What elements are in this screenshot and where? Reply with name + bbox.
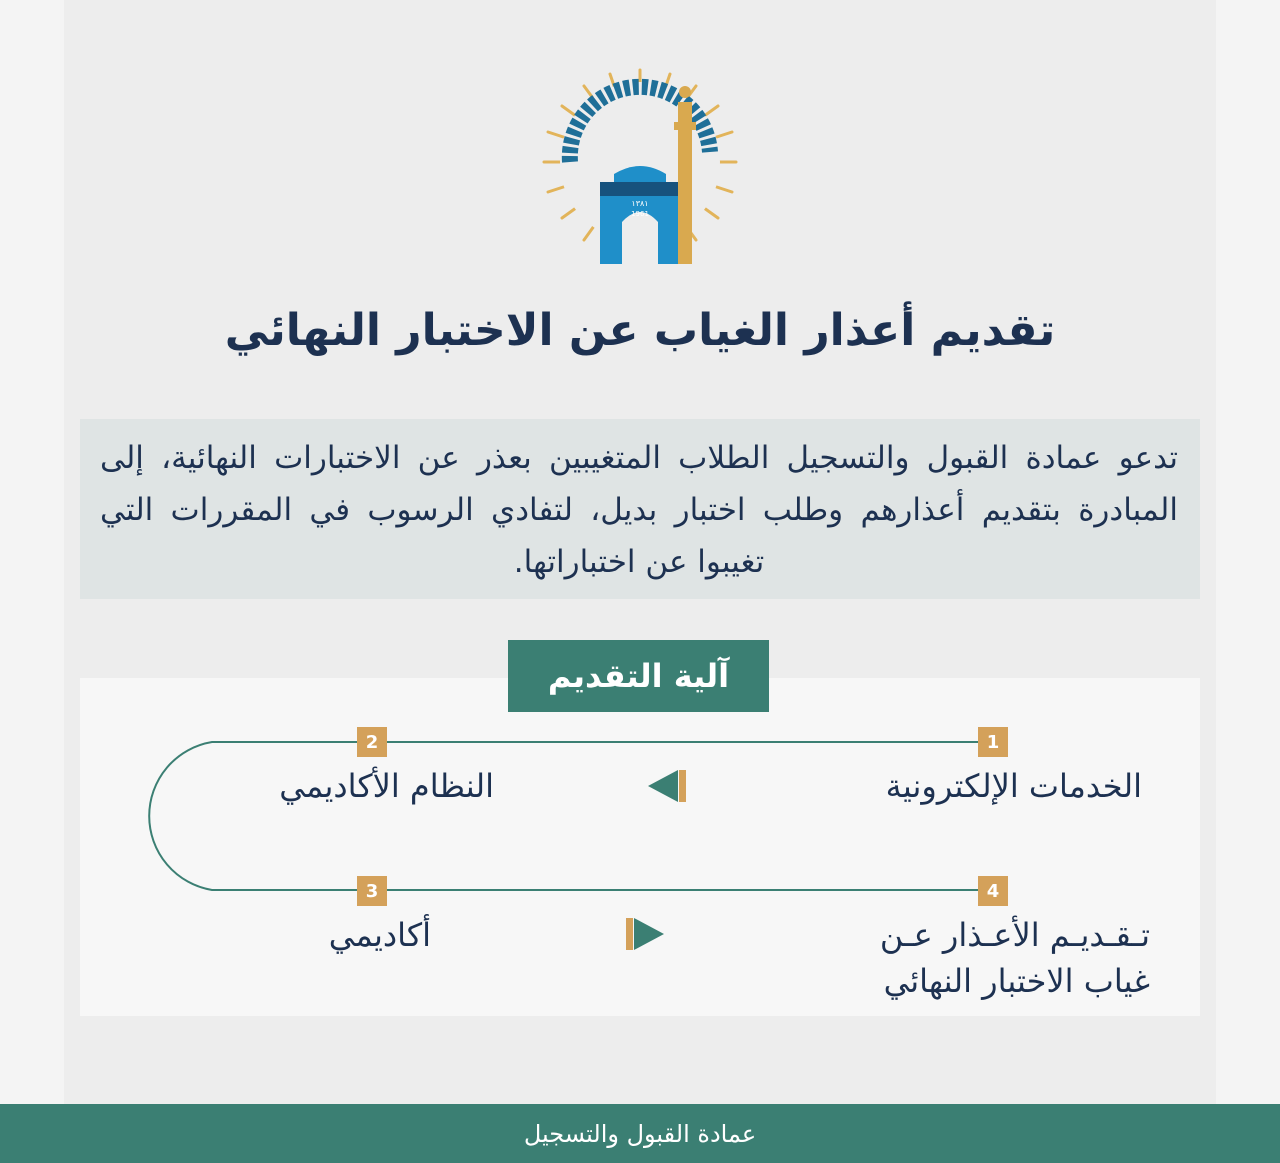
logo-year-gregorian: 1961	[631, 210, 649, 218]
step-4-label-line2: غياب الاختبار النهائي	[883, 962, 1150, 1000]
arrow-left-icon	[648, 770, 686, 802]
logo-year-hijri: ١٣٨١	[631, 199, 649, 208]
step-4-badge: 4	[978, 876, 1008, 906]
page-title: تقديم أعذار الغياب عن الاختبار النهائي	[224, 305, 1056, 356]
step-2-badge: 2	[357, 727, 387, 757]
step-3-badge: 3	[357, 876, 387, 906]
arrow-right-icon	[626, 918, 664, 950]
step-1-label: الخدمات الإلكترونية	[885, 767, 1142, 805]
footer: عمادة القبول والتسجيل	[0, 1104, 1280, 1163]
mechanism-header: آلية التقديم	[508, 640, 769, 712]
intro-text: تدعو عمادة القبول والتسجيل الطلاب المتغيبين بعذر عن الاختبارات النهائية، إلى المبادرة بتقديم أعذارهم وطلب اختبار بديل، لتفادي الرسوب في المقررات التي تغيبوا عن اختباراتها.	[100, 440, 1178, 580]
step-3-label: أكاديمي	[328, 916, 431, 954]
step-1-badge: 1	[978, 727, 1008, 757]
step-4-label-line1: تـقـديـم الأعـذار عـن	[879, 916, 1150, 954]
step-2-label: النظام الأكاديمي	[279, 767, 494, 805]
